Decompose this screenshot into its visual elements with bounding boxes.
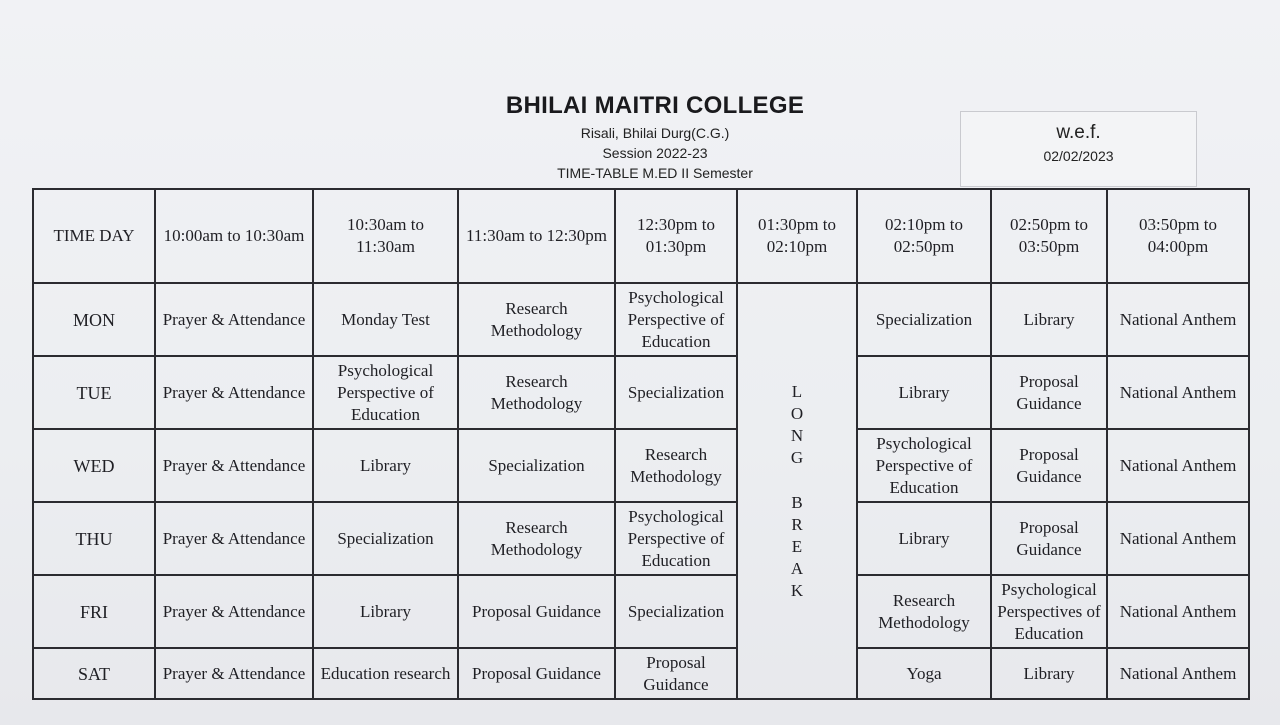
- period-cell: National Anthem: [1107, 575, 1249, 648]
- period-cell: Library: [991, 648, 1107, 699]
- period-cell: Specialization: [458, 429, 615, 502]
- day-cell: MON: [33, 283, 155, 356]
- break-letter: O: [790, 403, 804, 423]
- break-letter: L: [791, 381, 803, 401]
- timetable-title: TIME-TABLE M.ED II Semester: [557, 165, 753, 181]
- slot-header: 02:10pm to 02:50pm: [857, 189, 991, 283]
- period-cell: Library: [857, 356, 991, 429]
- period-cell: Yoga: [857, 648, 991, 699]
- period-cell: Proposal Guidance: [991, 356, 1107, 429]
- period-cell: Education research: [313, 648, 458, 699]
- period-cell: Psychological Perspective of Education: [615, 502, 737, 575]
- slot-header: 10:00am to 10:30am: [155, 189, 313, 283]
- period-cell: Prayer & Attendance: [155, 356, 313, 429]
- period-cell: Monday Test: [313, 283, 458, 356]
- document-header: [405, 92, 905, 183]
- wef-date: 02/02/2023: [1043, 148, 1114, 164]
- period-cell: Prayer & Attendance: [155, 648, 313, 699]
- period-cell: National Anthem: [1107, 648, 1249, 699]
- period-cell: Library: [313, 575, 458, 648]
- break-letter: E: [791, 536, 803, 556]
- session-label: Session 2022-23: [602, 145, 708, 161]
- header-row: [33, 189, 1249, 283]
- slot-header: 02:50pm to 03:50pm: [991, 189, 1107, 283]
- table-row: [33, 356, 1249, 429]
- period-cell: Specialization: [313, 502, 458, 575]
- period-cell: Proposal Guidance: [458, 575, 615, 648]
- period-cell: Prayer & Attendance: [155, 429, 313, 502]
- period-cell: Specialization: [615, 575, 737, 648]
- period-cell: Proposal Guidance: [615, 648, 737, 699]
- period-cell: Specialization: [857, 283, 991, 356]
- wef-box: [960, 111, 1197, 187]
- day-cell: THU: [33, 502, 155, 575]
- college-name: BHILAI MAITRI COLLEGE: [505, 92, 805, 119]
- table-row: [33, 502, 1249, 575]
- break-letter: K: [790, 580, 804, 600]
- break-letter: R: [791, 514, 803, 534]
- slot-header: 10:30am to 11:30am: [313, 189, 458, 283]
- period-cell: Research Methodology: [615, 429, 737, 502]
- period-cell: Psychological Perspective of Education: [857, 429, 991, 502]
- corner-cell: TIME DAY: [33, 189, 155, 283]
- slot-header: 03:50pm to 04:00pm: [1107, 189, 1249, 283]
- day-cell: SAT: [33, 648, 155, 699]
- break-letter: A: [790, 558, 804, 578]
- period-cell: Psychological Perspective of Education: [615, 283, 737, 356]
- period-cell: National Anthem: [1107, 502, 1249, 575]
- break-letter: G: [790, 447, 804, 467]
- period-cell: Prayer & Attendance: [155, 283, 313, 356]
- slot-header: 01:30pm to 02:10pm: [737, 189, 857, 283]
- day-cell: FRI: [33, 575, 155, 648]
- table-row: [33, 429, 1249, 502]
- period-cell: Research Methodology: [857, 575, 991, 648]
- table-row: [33, 648, 1249, 699]
- period-cell: National Anthem: [1107, 283, 1249, 356]
- break-letter: B: [791, 492, 803, 512]
- period-cell: Library: [991, 283, 1107, 356]
- period-cell: Psychological Perspective of Education: [313, 356, 458, 429]
- period-cell: Proposal Guidance: [991, 429, 1107, 502]
- timetable: [32, 188, 1250, 700]
- break-gap: [741, 469, 853, 492]
- long-break-cell: [737, 283, 857, 699]
- period-cell: Proposal Guidance: [991, 502, 1107, 575]
- period-cell: Psychological Perspectives of Education: [991, 575, 1107, 648]
- period-cell: National Anthem: [1107, 356, 1249, 429]
- day-cell: WED: [33, 429, 155, 502]
- period-cell: Research Methodology: [458, 502, 615, 575]
- table-row: [33, 283, 1249, 356]
- period-cell: Research Methodology: [458, 356, 615, 429]
- college-address: Risali, Bhilai Durg(C.G.): [580, 125, 730, 141]
- period-cell: National Anthem: [1107, 429, 1249, 502]
- period-cell: Specialization: [615, 356, 737, 429]
- break-letter: N: [790, 425, 804, 445]
- period-cell: Proposal Guidance: [458, 648, 615, 699]
- slot-header: 11:30am to 12:30pm: [458, 189, 615, 283]
- period-cell: Research Methodology: [458, 283, 615, 356]
- slot-header: 12:30pm to 01:30pm: [615, 189, 737, 283]
- wef-label: w.e.f.: [1056, 122, 1101, 143]
- period-cell: Prayer & Attendance: [155, 575, 313, 648]
- day-cell: TUE: [33, 356, 155, 429]
- table-row: [33, 575, 1249, 648]
- period-cell: Library: [313, 429, 458, 502]
- period-cell: Library: [857, 502, 991, 575]
- period-cell: Prayer & Attendance: [155, 502, 313, 575]
